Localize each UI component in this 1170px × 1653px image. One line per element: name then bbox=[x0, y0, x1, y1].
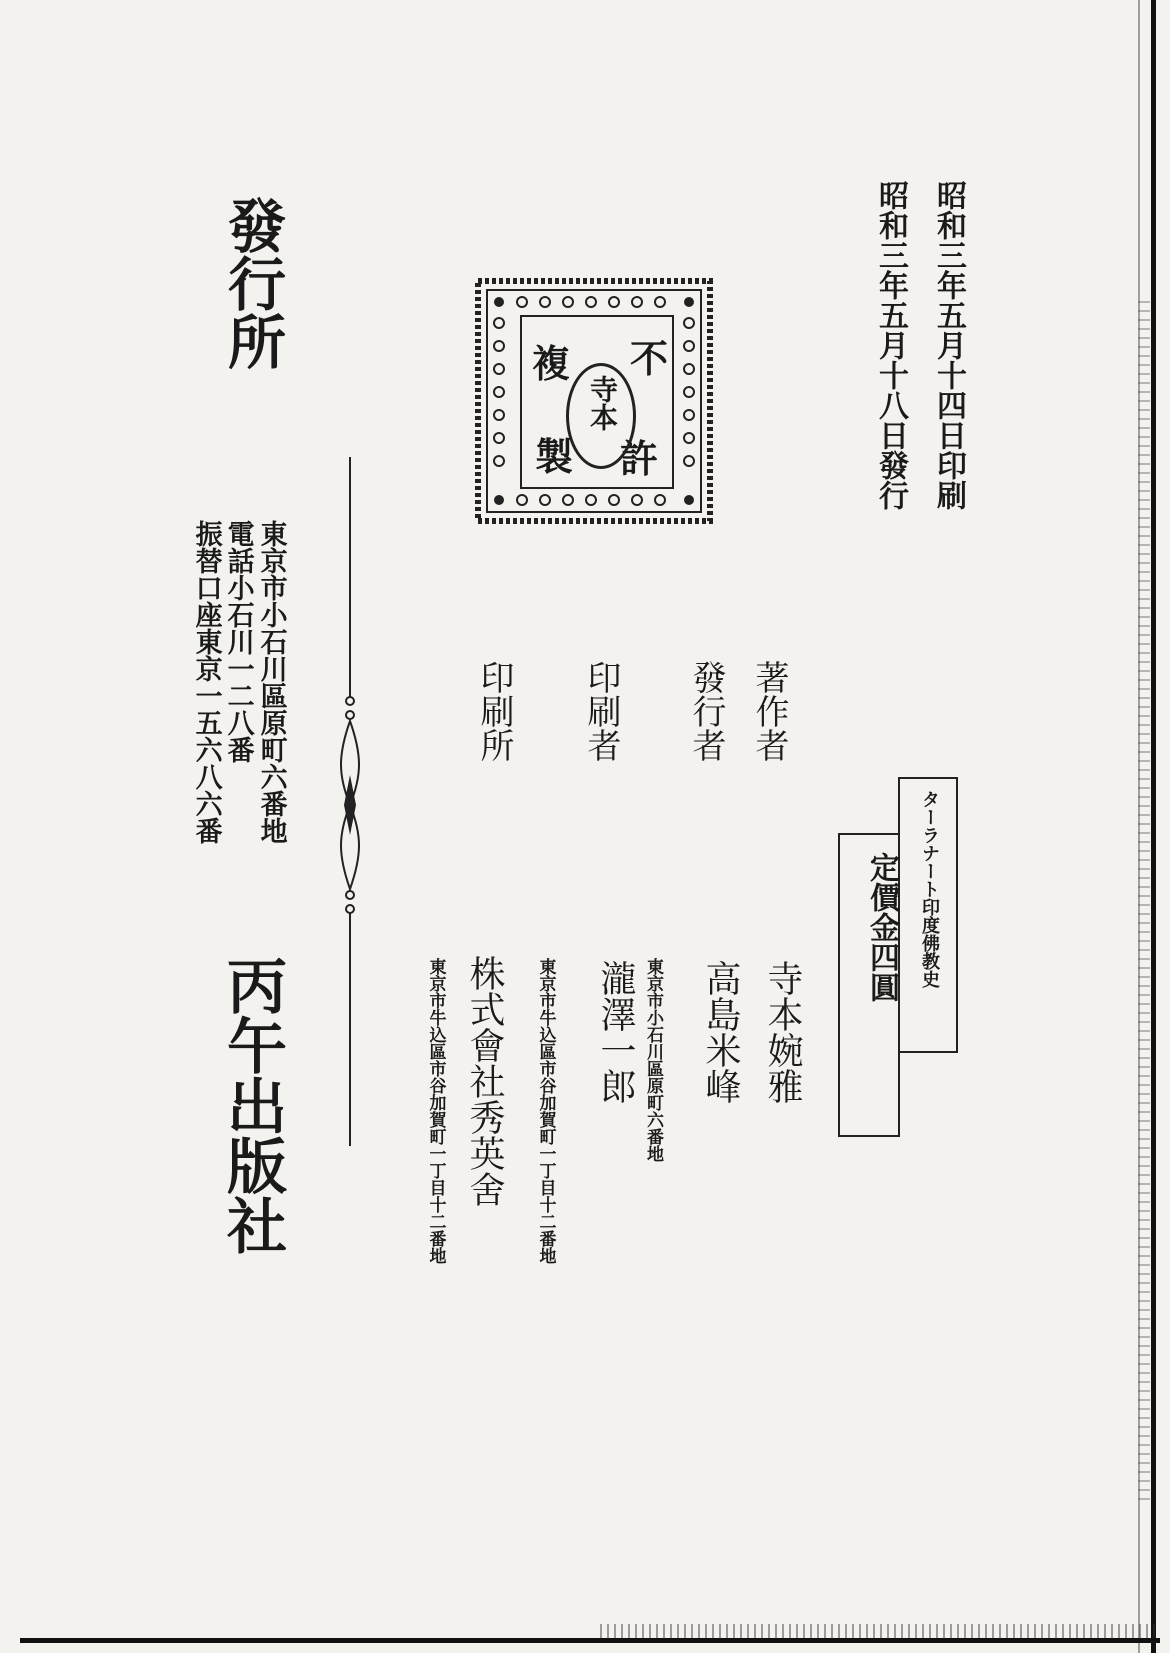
divider-line-bottom bbox=[349, 912, 351, 1146]
print-date: 昭和三年五月十四日印刷 bbox=[931, 180, 966, 510]
divider-line-top bbox=[349, 457, 351, 697]
issuer-address: 東京市小石川區原町六番地 bbox=[255, 520, 287, 844]
publish-date: 昭和三年五月十八日發行 bbox=[873, 180, 908, 510]
book-title: ターラナート印度佛教史 bbox=[919, 790, 940, 988]
print-office-name: 株式會社秀英舍 bbox=[464, 955, 505, 1207]
issuer-name: 丙午出版社 bbox=[217, 955, 287, 1255]
stamp-char-fuku: 複 bbox=[532, 341, 571, 386]
page-edge-bottom-noise bbox=[600, 1624, 1160, 1638]
page-edge-right bbox=[1151, 0, 1156, 1653]
issuer-phone: 電話小石川一二八番 bbox=[222, 520, 254, 763]
publisher-name: 高島米峰 bbox=[700, 960, 741, 1104]
print-office-address: 東京市牛込區市谷加賀町一丁目十二番地 bbox=[425, 958, 446, 1264]
role-print-office: 印刷所 bbox=[474, 660, 514, 762]
author-seal-text: 寺本 bbox=[586, 375, 619, 431]
issuer-label: 發行所 bbox=[218, 196, 286, 370]
page-edge-bottom bbox=[20, 1638, 1160, 1643]
divider-ornament bbox=[332, 695, 368, 915]
stamp-char-kyo: 許 bbox=[620, 436, 659, 481]
issuer-transfer-account: 振替口座東京一五六八六番 bbox=[190, 520, 222, 844]
role-printer: 印刷者 bbox=[581, 660, 621, 762]
printer-address: 東京市牛込區市谷加賀町一丁目十二番地 bbox=[535, 958, 556, 1264]
role-author: 著作者 bbox=[749, 660, 789, 762]
stamp-char-fu: 不 bbox=[630, 336, 669, 381]
book-price: 定價金四圓 bbox=[864, 852, 899, 1002]
publisher-address: 東京市小石川區原町六番地 bbox=[643, 958, 663, 1162]
page-edge-noise bbox=[1138, 300, 1150, 1500]
printer-name: 瀧澤一郎 bbox=[595, 960, 636, 1104]
author-name: 寺本婉雅 bbox=[762, 960, 803, 1104]
role-publisher: 發行者 bbox=[686, 660, 726, 762]
stamp-char-sei: 製 bbox=[535, 434, 574, 479]
